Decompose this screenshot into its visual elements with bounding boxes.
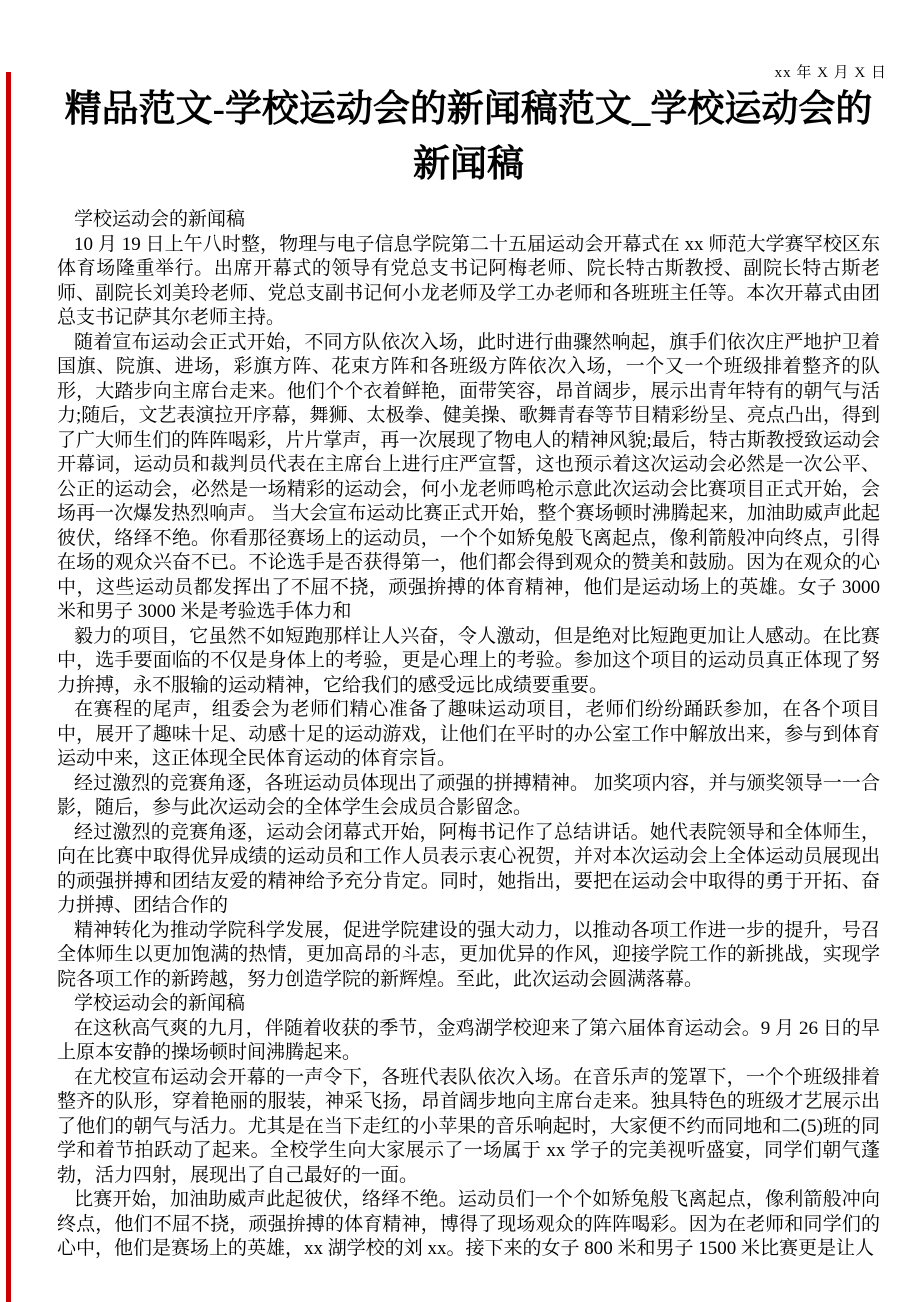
paragraph: 毅力的项目，它虽然不如短跑那样让人兴奋，令人激动，但是绝对比短跑更加让人感动。在比赛中，选手要面临的不仅是身体上的考验，更是心理上的考验。参加这个项目的运动员真正体现了努力拚搏，永不服输的运动精神，它给我们的感受远比成绩要重要。 — [57, 625, 880, 696]
paragraph: 在赛程的尾声，组委会为老师们精心准备了趣味运动项目，老师们纷纷踊跃参加，在各个项目中，展开了趣味十足、动感十足的运动游戏，让他们在平时的办公室工作中解放出来，参与到体育运动中来，这正体现全民体育运动的体育宗旨。 — [57, 699, 880, 769]
paragraph: 随着宣布运动会正式开始，不同方队依次入场，此时进行曲骤然响起，旗手们依次庄严地护卫着国旗、院旗、进场，彩旗方阵、花束方阵和各班级方阵依次入场，一个又一个班级排着整齐的队形，大踏步向主席台走来。他们个个衣着鲜艳，面带笑容，昂首阔步，展示出青年特有的朝气与活力;随后，文艺表演拉开序幕，舞狮、太极拳、健美操、歌舞青春等节目精彩纷呈、亮点凸出，得到了广大师生们的阵阵喝彩，片片掌声，再一次展现了物电人的精神风貌;最后，特古斯教授致运动会开幕词，运动员和裁判员代表在主席台上进行庄严宣誓，这也预示着这次运动会必然是一次公平、公正的运动会，必然是一场精彩的运动会，何小龙老师鸣枪示意此次运动会比赛项目正式开始，会场再一次爆发热烈响声。 当大会宣布运动比赛正式开始，整个赛场顿时沸腾起来，加油助威声此起彼伏，络绎不绝。你看那径赛场上的运动员，一个个如矫兔般飞离起点，像利箭般冲向终点，引得在场的观众兴奋不已。不论选手是否获得第一，他们都会得到观众的赞美和鼓励。因为在观众的心中，这些运动员都发挥出了不屈不挠，顽强拚搏的体育精神，他们是运动场上的英雄。女子 3000 米和男子 3000 米是考验选手体力和 — [57, 331, 880, 622]
paragraph: 经过激烈的竞赛角逐，运动会闭幕式开始，阿梅书记作了总结讲话。她代表院领导和全体师生，向在比赛中取得优异成绩的运动员和工作人员表示衷心祝贺，并对本次运动会上全体运动员展现出的顽强拼搏和团结友爱的精神给予充分肯定。同时，她指出，要把在运动会中取得的勇于开拓、奋力拼搏、团结合作的 — [57, 821, 880, 916]
left-margin-bar — [6, 72, 11, 1302]
paragraph-section-heading: 学校运动会的新闻稿 — [74, 993, 246, 1014]
paragraph: 比赛开始，加油助威声此起彼伏，络绎不绝。运动员们一个个如矫兔般飞离起点，像利箭般冲向终点，他们不屈不挠，顽强拚搏的体育精神，博得了现场观众的阵阵喝彩。因为在老师和同学们的心中，他们是赛场上的英雄，xx 湖学校的刘 xx。接下来的女子 800 米和男子 1500 米比赛更是让人 — [57, 1189, 880, 1259]
document-date: xx 年 X 月 X 日 — [774, 65, 887, 81]
document-body — [57, 208, 880, 1262]
paragraph: 在尤校宣布运动会开幕的一声令下，各班代表队依次入场。在音乐声的笼罩下，一个个班级排着整齐的队形，穿着艳丽的服装，神采飞扬，昂首阔步地向主席台走来。独具特色的班级才艺展示出了他们的朝气与活力。尤其是在当下走红的小苹果的音乐响起时，大家便不约而同地和二(5)班的同学和着节拍跃动了起来。全校学生向大家展示了一场属于 xx 学子的完美视听盛宴，同学们朝气蓬勃，活力四射，展现出了自己最好的一面。 — [57, 1066, 880, 1186]
paragraph-section-heading: 学校运动会的新闻稿 — [74, 209, 246, 230]
paragraph: 经过激烈的竞赛角逐，各班运动员体现出了顽强的拼搏精神。 加奖项内容，并与颁奖领导一一合影，随后，参与此次运动会的全体学生会成员合影留念。 — [57, 772, 880, 818]
paragraph: 在这秋高气爽的九月，伴随着收获的季节，金鸡湖学校迎来了第六届体育运动会。9 月 26 日的早上原本安静的操场顿时间沸腾起来。 — [57, 1017, 880, 1063]
document-title: 精品范文-学校运动会的新闻稿范文_学校运动会的新闻稿 — [64, 89, 873, 185]
paragraph: 精神转化为推动学院科学发展，促进学院建设的强大动力，以推动各项工作进一步的提升，号召全体师生以更加饱满的热情，更加高昂的斗志，更加优异的作风，迎接学院工作的新挑战，实现学院各项工作的新跨越，努力创造学院的新辉煌。至此，此次运动会圆满落幕。 — [57, 919, 880, 990]
paragraph: 10 月 19 日上午八时整，物理与电子信息学院第二十五届运动会开幕式在 xx 师范大学赛罕校区东体育场隆重举行。出席开幕式的领导有党总支书记阿梅老师、院长特古斯教授、副院长特古斯老师、副院长刘美玲老师、党总支副书记何小龙老师及学工办老师和各班班主任等。本次开幕式由团总支书记萨其尔老师主持。 — [57, 233, 880, 328]
